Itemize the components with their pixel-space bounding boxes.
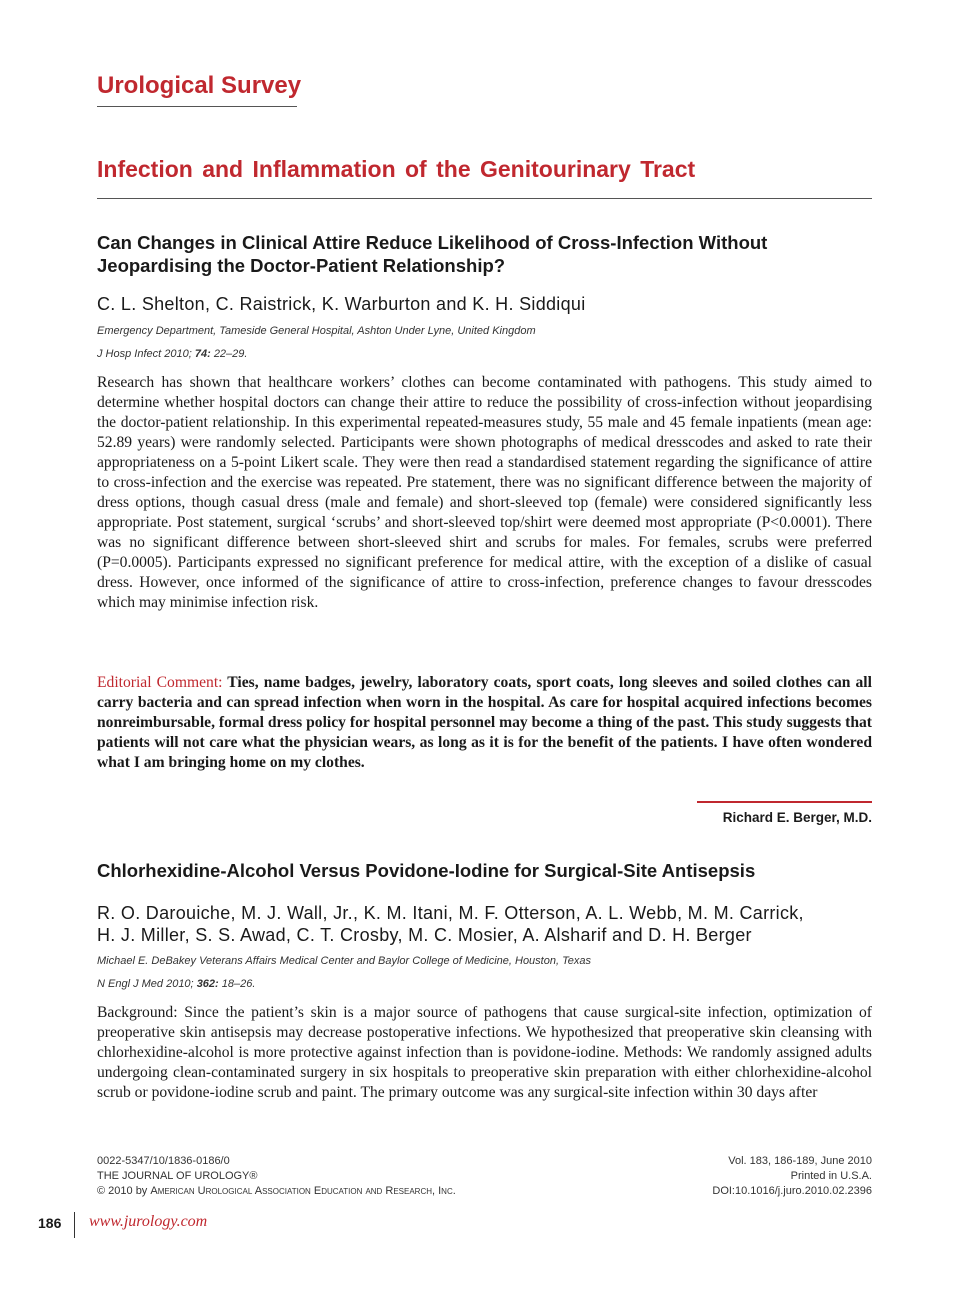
survey-heading-underline xyxy=(97,106,297,107)
article2-title: Chlorhexidine-Alcohol Versus Povidone-Iodine for Surgical-Site Antisepsis xyxy=(97,860,756,881)
footer-copyright-prefix: © 2010 by xyxy=(97,1185,148,1197)
footer-copyright xyxy=(97,1184,456,1199)
article2-authors-line1: R. O. Darouiche, M. J. Wall, Jr., K. M. Itani, M. F. Otterson, A. L. Webb, M. M. Carrick, xyxy=(97,903,804,923)
footer-printed: Printed in U.S.A. xyxy=(790,1170,872,1182)
article2-citation-pages: 18–26. xyxy=(221,978,256,990)
article2-affiliation: Michael E. DeBakey Veterans Affairs Medical Center and Baylor College of Medicine, Houston, Texas xyxy=(97,955,592,967)
page-number: 186 xyxy=(38,1215,62,1231)
article1-citation-journal: J Hosp Infect 2010; xyxy=(97,348,192,360)
section-title: Infection and Inflammation of the Genitourinary Tract xyxy=(97,156,696,182)
footer-doi: DOI:10.1016/j.juro.2010.02.2396 xyxy=(712,1185,872,1197)
article1-authors: C. L. Shelton, C. Raistrick, K. Warburton and K. H. Siddiqui xyxy=(97,294,586,314)
article2-citation-volume: 362: xyxy=(196,978,219,990)
article1-title-line1: Can Changes in Clinical Attire Reduce Likelihood of Cross-Infection Without xyxy=(97,232,768,253)
article1-citation-pages: 22–29. xyxy=(213,348,248,360)
article2-authors xyxy=(97,902,872,946)
footer-volume: Vol. 183, 186-189, June 2010 xyxy=(728,1155,872,1167)
editorial-comment-label: Editorial Comment: xyxy=(97,674,223,691)
footer-volume-info xyxy=(712,1154,872,1199)
article1-title-line2: Jeopardising the Doctor-Patient Relationship? xyxy=(97,255,506,276)
journal-url-link[interactable]: www.jurology.com xyxy=(89,1213,208,1230)
section-divider xyxy=(97,198,872,199)
footer-publication-info xyxy=(97,1154,456,1199)
article1-affiliation: Emergency Department, Tameside General Hospital, Ashton Under Lyne, United Kingdom xyxy=(97,325,536,337)
article1-citation-volume: 74: xyxy=(194,348,211,360)
article1-title xyxy=(97,231,872,277)
editorial-comment xyxy=(97,673,872,773)
article1-citation xyxy=(97,348,872,360)
article2-authors-line2: H. J. Miller, S. S. Awad, C. T. Crosby, M. C. Mosier, A. Alsharif and D. H. Berger xyxy=(97,925,752,945)
article2-citation-journal: N Engl J Med 2010; xyxy=(97,978,194,990)
footer-journal-name: THE JOURNAL OF UROLOGY® xyxy=(97,1170,258,1182)
article2-citation xyxy=(97,978,872,990)
editorial-comment-text: Ties, name badges, jewelry, laboratory coats, sport coats, long sleeves and soiled clothes can all carry bacteria and can spread infection when worn in the hospital. As care for hospital acquired infections becomes nonreimbursable, formal dress policy for hospital personnel may become a thing of the past. This study suggests that patients will not care what the physician wears, as long as it is for the benefit of the patients. I have often wondered what I am bringing home on my clothes. xyxy=(97,674,872,771)
editor-signature: Richard E. Berger, M.D. xyxy=(722,810,872,825)
article2-abstract: Background: Since the patient’s skin is a major source of pathogens that cause surgical-site infection, optimization of preoperative skin antisepsis may decrease postoperative infections. We hypothesized that preoperative skin cleansing with chlorhexidine-alcohol is more protective against infection than is povidone-iodine. Methods: We randomly assigned adults undergoing clean-contaminated surgery in six hospitals to preoperative skin preparation with either chlorhexidine-alcohol scrub or povidone-iodine scrub and paint. The primary outcome was any surgical-site infection within 30 days after xyxy=(97,1004,872,1101)
footer-issn: 0022-5347/10/1836-0186/0 xyxy=(97,1155,230,1167)
page-number-divider xyxy=(74,1212,75,1238)
footer-copyright-org: American Urological Association Education and Research, Inc. xyxy=(150,1185,456,1197)
survey-heading: Urological Survey xyxy=(97,72,302,99)
article1-abstract: Research has shown that healthcare workers’ clothes can become contaminated with pathogens. This study aimed to determine whether hospital doctors can change their attire to reduce the possibility of cross-infection without jeopardising the doctor-patient relationship. In this experimental repeated-measures study, 55 male and 45 female inpatients (mean age: 52.89 years) were randomly selected. Participants were shown photographs of medical dresscodes and asked to rate their appropriateness on a 5-point Likert scale. They were then read a standardised statement regarding the significance of attire to cross-infection and the exercise was repeated. Pre statement, there was no significant difference between the majority of dress options, though casual dress (male and female) and short-sleeved top (female) were considered significantly less appropriate. Post statement, surgical ‘scrubs’ and short-sleeved top/shirt were deemed most appropriate (P<0.0001). There was no significant difference between short-sleeved shirt and scrubs for males. For females, scrubs were preferred (P=0.0005). Participants expressed no significant preference for medical attire, with the exception of a dislike of casual dress. However, once informed of the significance of attire to cross-infection, preference changes to favour dresscodes which may minimise infection risk. xyxy=(97,374,872,611)
editorial-divider xyxy=(697,801,872,803)
